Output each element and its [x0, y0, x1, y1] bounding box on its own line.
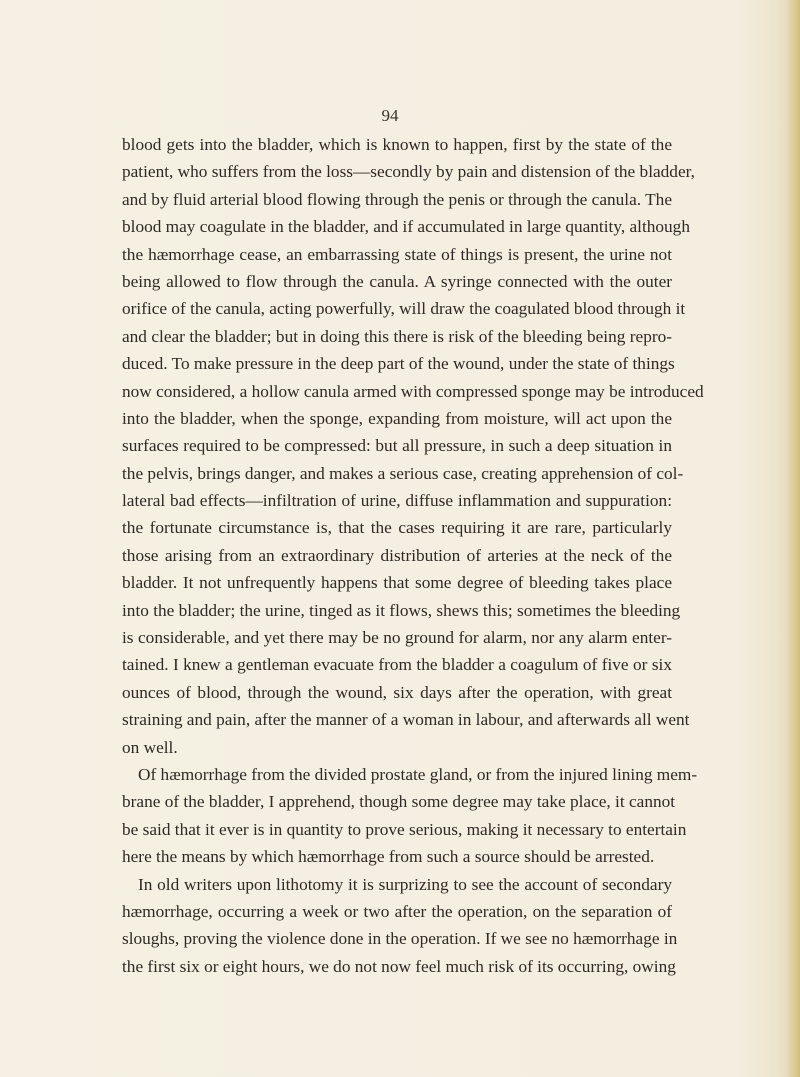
- text-line: the first six or eight hours, we do not now feel much risk of its occurring, owing: [122, 956, 676, 976]
- text-line: brane of the bladder, I apprehend, though some degree may take place, it cannot: [122, 792, 676, 812]
- paragraph: [122, 871, 678, 981]
- body-text: [122, 131, 704, 980]
- text-line: here the means by which hæmorrhage from such a source should be arrested.: [122, 847, 655, 867]
- text-line: is considerable, and yet there may be no ground for alarm, nor any alarm enter-: [122, 628, 672, 648]
- text-line: those arising from an extraordinary distribution of arteries at the neck of the: [122, 545, 672, 565]
- text-line: ounces of blood, through the wound, six days after the operation, with great: [122, 682, 672, 702]
- text-line: being allowed to flow through the canula. A syringe connected with the outer: [122, 271, 672, 291]
- text-line: the hæmorrhage cease, an embarrassing state of things is present, the urine not: [122, 244, 672, 264]
- text-line: into the bladder, when the sponge, expanding from moisture, will act upon the: [122, 408, 672, 428]
- text-line: surfaces required to be compressed: but all pressure, in such a deep situation in: [122, 436, 672, 456]
- text-line: into the bladder; the urine, tinged as it flows, shews this; sometimes the bleeding: [122, 600, 681, 620]
- text-line: and clear the bladder; but in doing this there is risk of the bleeding being repro-: [122, 326, 672, 346]
- text-line: In old writers upon lithotomy it is surprizing to see the account of secondary: [138, 874, 672, 894]
- text-line: duced. To make pressure in the deep part of the wound, under the state of things: [122, 354, 675, 374]
- page-edge-shadow: [786, 0, 800, 1077]
- text-line: Of hæmorrhage from the divided prostate gland, or from the injured lining mem-: [138, 764, 698, 784]
- text-line: the fortunate circumstance is, that the cases requiring it are rare, particularly: [122, 518, 672, 538]
- text-line: now considered, a hollow canula armed with compressed sponge may be introduced: [122, 381, 704, 401]
- text-line: patient, who suffers from the loss—secondly by pain and distension of the bladder,: [122, 162, 695, 182]
- text-line: bladder. It not unfrequently happens that some degree of bleeding takes place: [122, 573, 672, 593]
- text-line: blood gets into the bladder, which is known to happen, first by the state of the: [122, 135, 672, 154]
- text-line: sloughs, proving the violence done in the operation. If we see no hæmorrhage in: [122, 929, 678, 949]
- text-line: be said that it ever is in quantity to prove serious, making it necessary to entertain: [122, 819, 687, 839]
- text-line: the pelvis, brings danger, and makes a serious case, creating apprehension of col-: [122, 463, 684, 483]
- text-line: lateral bad effects—infiltration of urine, diffuse inflammation and suppuration:: [122, 491, 672, 511]
- text-line: blood may coagulate in the bladder, and if accumulated in large quantity, although: [122, 217, 690, 237]
- text-line: and by fluid arterial blood flowing through the penis or through the canula. The: [122, 189, 672, 209]
- text-line: on well.: [122, 737, 178, 757]
- text-line: hæmorrhage, occurring a week or two after the operation, on the separation of: [122, 901, 672, 921]
- paragraph: [122, 761, 698, 871]
- text-line: straining and pain, after the manner of a woman in labour, and afterwards all went: [122, 710, 690, 730]
- paragraph: [122, 131, 704, 761]
- text-line: tained. I knew a gentleman evacuate from the bladder a coagulum of five or six: [122, 655, 672, 675]
- text-line: orifice of the canula, acting powerfully, will draw the coagulated blood through it: [122, 299, 686, 319]
- page-number: 94: [381, 106, 399, 125]
